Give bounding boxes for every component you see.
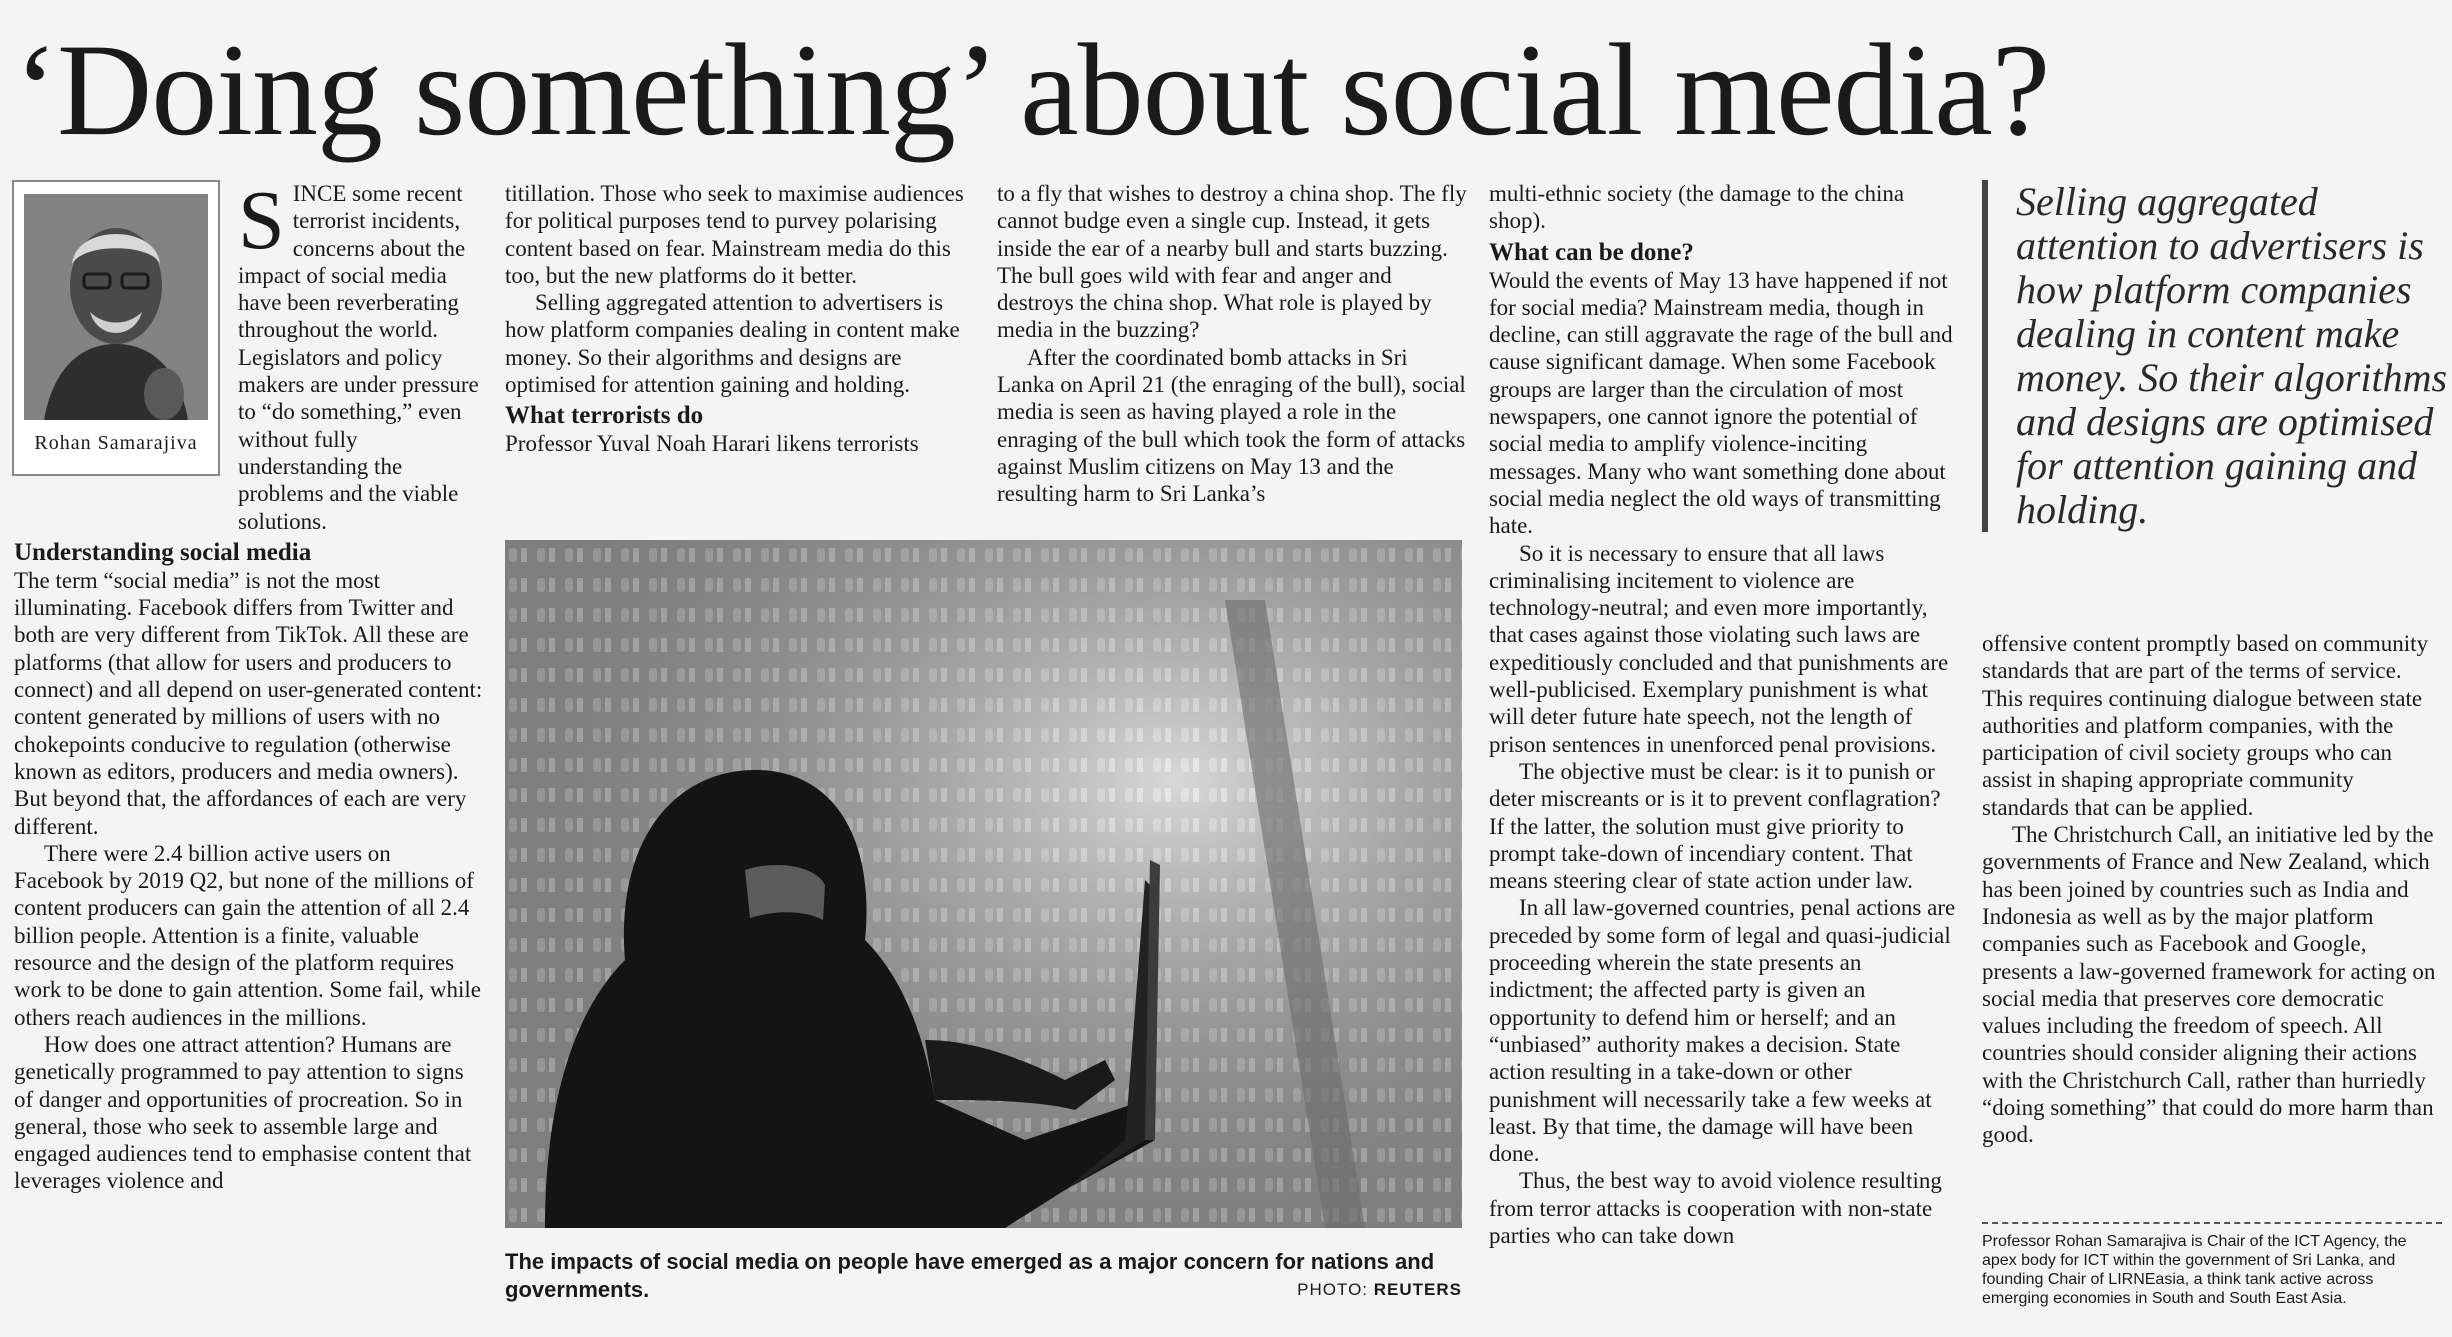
photo-credit: [1297, 1276, 1462, 1304]
column-2: [505, 180, 975, 458]
paragraph: Professor Yuval Noah Harari likens terrorists: [505, 431, 919, 457]
paragraph: Thus, the best way to avoid violence resulting from terror attacks is cooperation with non-state parties who can take down: [1489, 1168, 1942, 1248]
paragraph: multi-ethnic society (the damage to the china shop).: [1489, 181, 1905, 234]
paragraph: titillation. Those who seek to maximise audiences for political purposes tend to purvey polarising content based on fear. Mainstream media do this too, but the new platforms do it better.: [505, 181, 964, 288]
subheading-terrorists: What terrorists do: [505, 402, 704, 430]
paragraph: How does one attract attention? Humans are genetically programmed to pay attention to signs of danger and opportunities of procreation. So in general, those who seek to assemble large and engaged audiences tend to emphasise content that leverages violence and: [14, 1031, 472, 1194]
paragraph: So it is necessary to ensure that all laws criminalising incitement to violence are technology-neutral; and even more importantly, that cases against those violating such laws are expeditiously concluded and that punishments are well-publicised. Exemplary punishment is what will deter future hate speech, not the length of prison sentences in unenforced penal provisions.: [1489, 540, 1949, 757]
paragraph: Would the events of May 13 have happened if not for social media? Mainstream media, though in decline, can still aggravate the rage of the bull and cause significant damage. When some Facebook groups are larger than the circulation of most newspapers, one cannot ignore the potential of social media to amplify violence-inciting messages. Many who want something done about social media neglect the old ways of transmitting hate.: [1489, 267, 1953, 539]
credit-source: REUTERS: [1373, 1280, 1462, 1299]
paragraph: offensive content promptly based on community standards that are part of the terms of service. This requires continuing dialogue between state authorities and platform companies, with the participation of civil society groups who can assist in shaping appropriate community standards that can be applied.: [1982, 631, 2429, 820]
photo-caption: [505, 1248, 1462, 1304]
author-name: Rohan Samarajiva: [34, 432, 198, 454]
paragraph: The Christchurch Call, an initiative led by the governments of France and New Zealand, which has been joined by countries such as India and Indonesia as well as by the major platform companies such as Facebook and Google, presents a law-governed framework for acting on social media that preserves core democratic values including the freedom of speech. All countries should consider aligning their actions with the Christchurch Call, rather than hurriedly “doing something” that could do more harm than good.: [1982, 822, 2436, 1148]
paragraph: There were 2.4 billion active users on Facebook by 2019 Q2, but none of the millions of content producers can gain the attention of all 2.4 billion people. Attention is a finite, valuable resource and the design of the platform requires work to be done to gain attention. Some fail, while others reach audiences in the millions.: [14, 840, 481, 1030]
headline: ‘Doing something’ about social media?: [14, 16, 2050, 163]
paragraph: The objective must be clear: is it to punish or deter miscreants or is it to prevent conflagration? If the latter, the solution must give priority to prompt take-down of incendiary content. That means steering clear of state action under law.: [1489, 758, 1941, 894]
paragraph: After the coordinated bomb attacks in Sri Lanka on April 21 (the enraging of the bull), social media is seen as having played a role in the enraging of the bull which took the form of attacks against Muslim citizens on May 13 and the resulting harm to Sri Lanka’s: [997, 344, 1466, 507]
caption-text: The impacts of social media on people have emerged as a major concern for nations and governments.: [505, 1249, 1435, 1302]
paragraph: to a fly that wishes to destroy a china shop. The fly cannot budge even a single cup. Instead, it gets inside the ear of a nearby bull and starts buzzing. The bull goes wild with fear and anger and destroys the china shop. What role is played by media in the buzzing?: [997, 181, 1467, 343]
paragraph: Selling aggregated attention to advertisers is how platform companies dealing in content make money. So their algorithms and designs are optimised for attention gaining and holding.: [505, 290, 960, 398]
author-bio: Professor Rohan Samarajiva is Chair of the ICT Agency, the apex body for ICT within the government of Sri Lanka, and founding Chair of LIRNEasia, a think tank active across emerging economies in South and South East Asia.: [1982, 1222, 2442, 1308]
paragraph: In all law-governed countries, penal actions are preceded by some form of legal and quasi-judicial proceeding wherein the state presents an indictment; the affected party is given an opportunity to defend him or herself; and an “unbiased” authority makes a decision. State action resulting in a take-down or other punishment will necessarily take a few weeks at least. By that time, the damage will have been done.: [1489, 895, 1956, 1167]
dropcap: S: [238, 174, 285, 267]
credit-label: PHOTO:: [1297, 1280, 1369, 1299]
column-4: [1489, 180, 1959, 1249]
subheading-what-can-be-done: What can be done?: [1489, 238, 1694, 266]
subheading-understanding: Understanding social media: [14, 538, 312, 566]
pull-quote: Selling aggregated attention to advertisers is how platform companies dealing in content make money. So their algorithms and designs are optimised for attention gaining and holding.: [1982, 180, 2452, 532]
feature-photo: [505, 540, 1462, 1228]
column-5: [1982, 630, 2442, 1149]
intro-paragraph: INCE some recent terrorist incidents, concerns about the impact of social media have been reverberating throughout the world. Legislators and policy makers are under pressure to “do something,” even without fully understanding the problems and the viable solutions.: [238, 181, 479, 534]
hooded-hacker-image: [505, 540, 1462, 1228]
column-3: [997, 180, 1467, 508]
paragraph: The term “social media” is not the most illuminating. Facebook differs from Twitter and both are very different from TikTok. All these are platforms (that allow for users and producers to connect) and all depend on user-generated content: content generated by millions of users with no chokepoints conducive to regulation (otherwise known as editors, producers and media owners). But beyond that, the affordances of each are very different.: [14, 567, 483, 839]
column-1: [14, 174, 484, 1195]
